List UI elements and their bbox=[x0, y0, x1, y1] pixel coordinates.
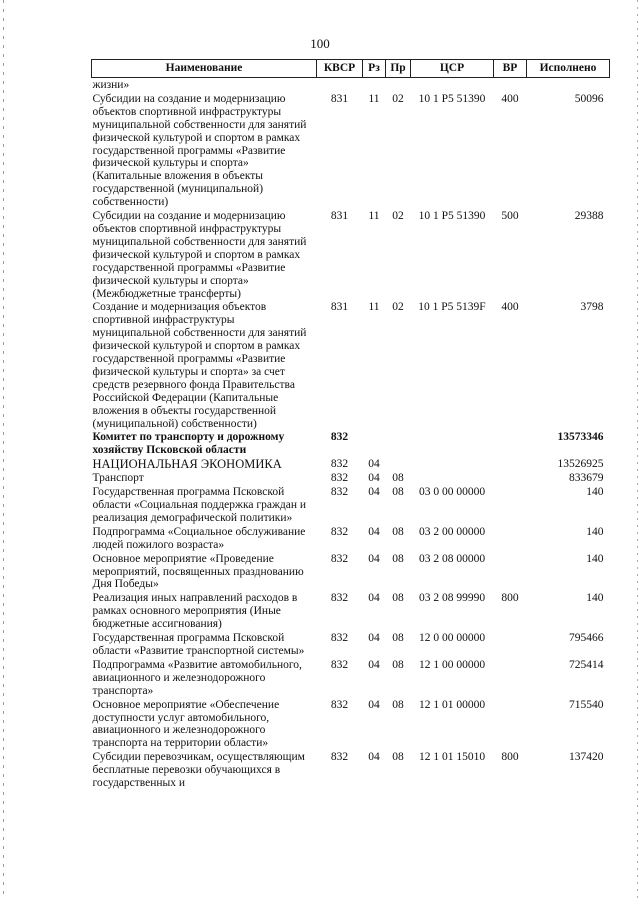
row-csr: 12 0 00 00000 bbox=[418, 632, 486, 645]
table-row-section bbox=[92, 457, 610, 471]
row-kvsr: 832 bbox=[330, 698, 349, 711]
row-pr: 08 bbox=[392, 592, 404, 605]
row-vr bbox=[494, 525, 527, 552]
row-pr: 02 bbox=[392, 301, 404, 314]
row-csr: 12 1 00 00000 bbox=[418, 658, 486, 671]
row-done: 725414 bbox=[569, 658, 604, 671]
row-name: НАЦИОНАЛЬНАЯ ЭКОНОМИКА bbox=[92, 457, 282, 472]
row-name: Комитет по транспорту и дорожному хозяйству Псковской области bbox=[92, 431, 285, 457]
row-name: Транспорт bbox=[92, 472, 144, 485]
row-pr: 08 bbox=[392, 698, 404, 711]
row-kvsr: 832 bbox=[330, 472, 349, 485]
row-vr: 400 bbox=[501, 92, 519, 105]
row-name: Субсидии на создание и модернизацию объектов спортивной инфраструктуры муниципальной собственности для занятий физической культурой и спортом в рамках государственной программы «Развитие физической культуры и спорта» (Межбюджетные трансферты) bbox=[92, 210, 307, 300]
row-done: 137420 bbox=[569, 751, 604, 764]
row-pr: 08 bbox=[392, 525, 404, 538]
row-csr bbox=[411, 78, 494, 92]
table-row bbox=[92, 750, 610, 790]
table-row bbox=[92, 698, 610, 751]
row-vr: 800 bbox=[501, 592, 519, 605]
table-row bbox=[92, 300, 610, 430]
row-kvsr: 832 bbox=[330, 431, 349, 444]
row-pr: 08 bbox=[392, 552, 404, 565]
budget-table bbox=[91, 59, 610, 790]
row-csr bbox=[411, 457, 494, 471]
row-vr bbox=[494, 430, 527, 457]
row-kvsr bbox=[317, 78, 363, 92]
row-rz: 04 bbox=[368, 486, 380, 499]
row-kvsr: 832 bbox=[330, 592, 349, 605]
header-done: Исполнено bbox=[527, 60, 610, 78]
row-rz: 11 bbox=[368, 210, 380, 223]
table-row bbox=[92, 552, 610, 592]
row-done: 13526925 bbox=[557, 458, 604, 471]
row-kvsr: 832 bbox=[330, 486, 349, 499]
row-csr: 03 0 00 00000 bbox=[418, 486, 486, 499]
row-pr: 02 bbox=[392, 92, 404, 105]
row-pr bbox=[386, 457, 411, 471]
row-rz: 04 bbox=[368, 458, 380, 471]
row-kvsr: 831 bbox=[330, 92, 349, 105]
header-vr: ВР bbox=[494, 60, 527, 78]
row-vr: 800 bbox=[501, 751, 519, 764]
row-done: 50096 bbox=[574, 92, 604, 105]
row-vr bbox=[494, 471, 527, 485]
row-pr: 08 bbox=[392, 658, 404, 671]
row-rz: 04 bbox=[368, 751, 380, 764]
row-pr bbox=[386, 430, 411, 457]
header-kvsr: КВСР bbox=[317, 60, 363, 78]
row-name: Государственная программа Псковской области «Развитие транспортной системы» bbox=[92, 632, 305, 657]
row-csr: 03 2 08 99990 bbox=[418, 592, 486, 605]
row-csr: 12 1 01 00000 bbox=[418, 698, 486, 711]
row-vr: 500 bbox=[501, 210, 519, 223]
row-done: 29388 bbox=[574, 210, 604, 223]
row-done: 3798 bbox=[580, 301, 604, 314]
scan-edge-right bbox=[637, 0, 638, 899]
row-csr: 03 2 00 00000 bbox=[418, 525, 486, 538]
row-name: Основное мероприятие «Проведение мероприятий, посвященных празднованию Дня Победы» bbox=[92, 552, 304, 591]
row-done bbox=[527, 78, 610, 92]
row-done: 140 bbox=[586, 592, 604, 605]
row-name: Создание и модернизация объектов спортивной инфраструктуры муниципальной собственности для занятий физической культурой и спортом в рамках государственной программы «Развитие физической культуры и спорта» за счет средств резервного фонда Правительства Российской Федерации (Капитальные вложения в объекты государственной (муниципальной) собственности) bbox=[92, 301, 307, 430]
row-vr bbox=[494, 658, 527, 698]
row-done: 833679 bbox=[569, 472, 604, 485]
table-row bbox=[92, 471, 610, 485]
row-done: 795466 bbox=[569, 632, 604, 645]
row-pr bbox=[386, 78, 411, 92]
row-kvsr: 832 bbox=[330, 632, 349, 645]
row-name: Субсидии на создание и модернизацию объектов спортивной инфраструктуры муниципальной собственности для занятий физической культурой и спортом в рамках государственной программы «Развитие физической культуры и спорта» (Капитальные вложения в объекты государственной (муниципальной) собственности) bbox=[92, 92, 307, 209]
row-name: Подпрограмма «Развитие автомобильного, авиационного и железнодорожного транспорта» bbox=[92, 658, 302, 697]
row-done: 140 bbox=[586, 486, 604, 499]
row-csr bbox=[411, 471, 494, 485]
row-csr bbox=[411, 430, 494, 457]
row-vr bbox=[494, 457, 527, 471]
scan-edge-left bbox=[3, 0, 4, 899]
row-kvsr: 832 bbox=[330, 751, 349, 764]
table-header-row bbox=[92, 60, 610, 78]
row-name: Подпрограмма «Социальное обслуживание людей пожилого возраста» bbox=[92, 525, 306, 551]
row-rz: 04 bbox=[368, 658, 380, 671]
row-csr: 10 1 Р5 51390 bbox=[418, 92, 486, 105]
header-rz: Рз bbox=[363, 60, 386, 78]
row-done: 140 bbox=[586, 525, 604, 538]
row-rz: 04 bbox=[368, 525, 380, 538]
row-rz: 04 bbox=[368, 632, 380, 645]
row-vr bbox=[494, 698, 527, 751]
row-csr: 03 2 08 00000 bbox=[418, 552, 486, 565]
row-kvsr: 831 bbox=[330, 301, 349, 314]
table-row bbox=[92, 78, 610, 92]
row-pr: 02 bbox=[392, 210, 404, 223]
row-done: 715540 bbox=[569, 698, 604, 711]
row-done: 140 bbox=[586, 552, 604, 565]
row-rz: 04 bbox=[368, 552, 380, 565]
row-rz: 04 bbox=[368, 472, 380, 485]
header-pr: Пр bbox=[386, 60, 411, 78]
row-name: Основное мероприятие «Обеспечение доступности услуг автомобильного, авиационного и железнодорожного транспорта на территории области» bbox=[92, 698, 280, 750]
table-row bbox=[92, 485, 610, 525]
row-rz bbox=[363, 430, 386, 457]
row-name: Государственная программа Псковской области «Социальная поддержка граждан и реализация демографической политики» bbox=[92, 486, 307, 524]
table-row bbox=[92, 591, 610, 631]
row-kvsr: 831 bbox=[330, 210, 349, 223]
row-rz bbox=[363, 78, 386, 92]
row-rz: 04 bbox=[368, 698, 380, 711]
header-name: Наименование bbox=[92, 60, 317, 78]
row-vr bbox=[494, 552, 527, 592]
header-csr: ЦСР bbox=[411, 60, 494, 78]
row-csr: 10 1 Р5 51390 bbox=[418, 210, 486, 223]
table-row bbox=[92, 525, 610, 552]
row-kvsr: 832 bbox=[330, 458, 349, 471]
table-row-department bbox=[92, 430, 610, 457]
row-csr: 12 1 01 15010 bbox=[418, 751, 486, 764]
row-csr: 10 1 Р5 5139F bbox=[418, 301, 486, 314]
row-pr: 08 bbox=[392, 486, 404, 499]
row-rz: 11 bbox=[368, 92, 380, 105]
row-vr bbox=[494, 631, 527, 658]
row-kvsr: 832 bbox=[330, 525, 349, 538]
row-done: 13573346 bbox=[557, 431, 604, 444]
row-vr bbox=[494, 78, 527, 92]
row-rz: 04 bbox=[368, 592, 380, 605]
row-kvsr: 832 bbox=[330, 552, 349, 565]
table-row bbox=[92, 92, 610, 209]
row-name: Реализация иных направлений расходов в рамках основного мероприятия (Иные бюджетные ассигнования) bbox=[92, 592, 298, 631]
table-row bbox=[92, 658, 610, 698]
row-vr bbox=[494, 485, 527, 525]
table-row bbox=[92, 209, 610, 300]
row-kvsr: 832 bbox=[330, 658, 349, 671]
row-pr: 08 bbox=[392, 751, 404, 764]
row-pr: 08 bbox=[392, 472, 404, 485]
table-row bbox=[92, 631, 610, 658]
row-name: жизни» bbox=[92, 79, 130, 91]
row-rz: 11 bbox=[368, 301, 380, 314]
row-vr: 400 bbox=[501, 301, 519, 314]
row-pr: 08 bbox=[392, 632, 404, 645]
page-number: 100 bbox=[310, 36, 330, 51]
row-name: Субсидии перевозчикам, осуществляющим бесплатные перевозки обучающихся в государственных и bbox=[92, 751, 305, 790]
